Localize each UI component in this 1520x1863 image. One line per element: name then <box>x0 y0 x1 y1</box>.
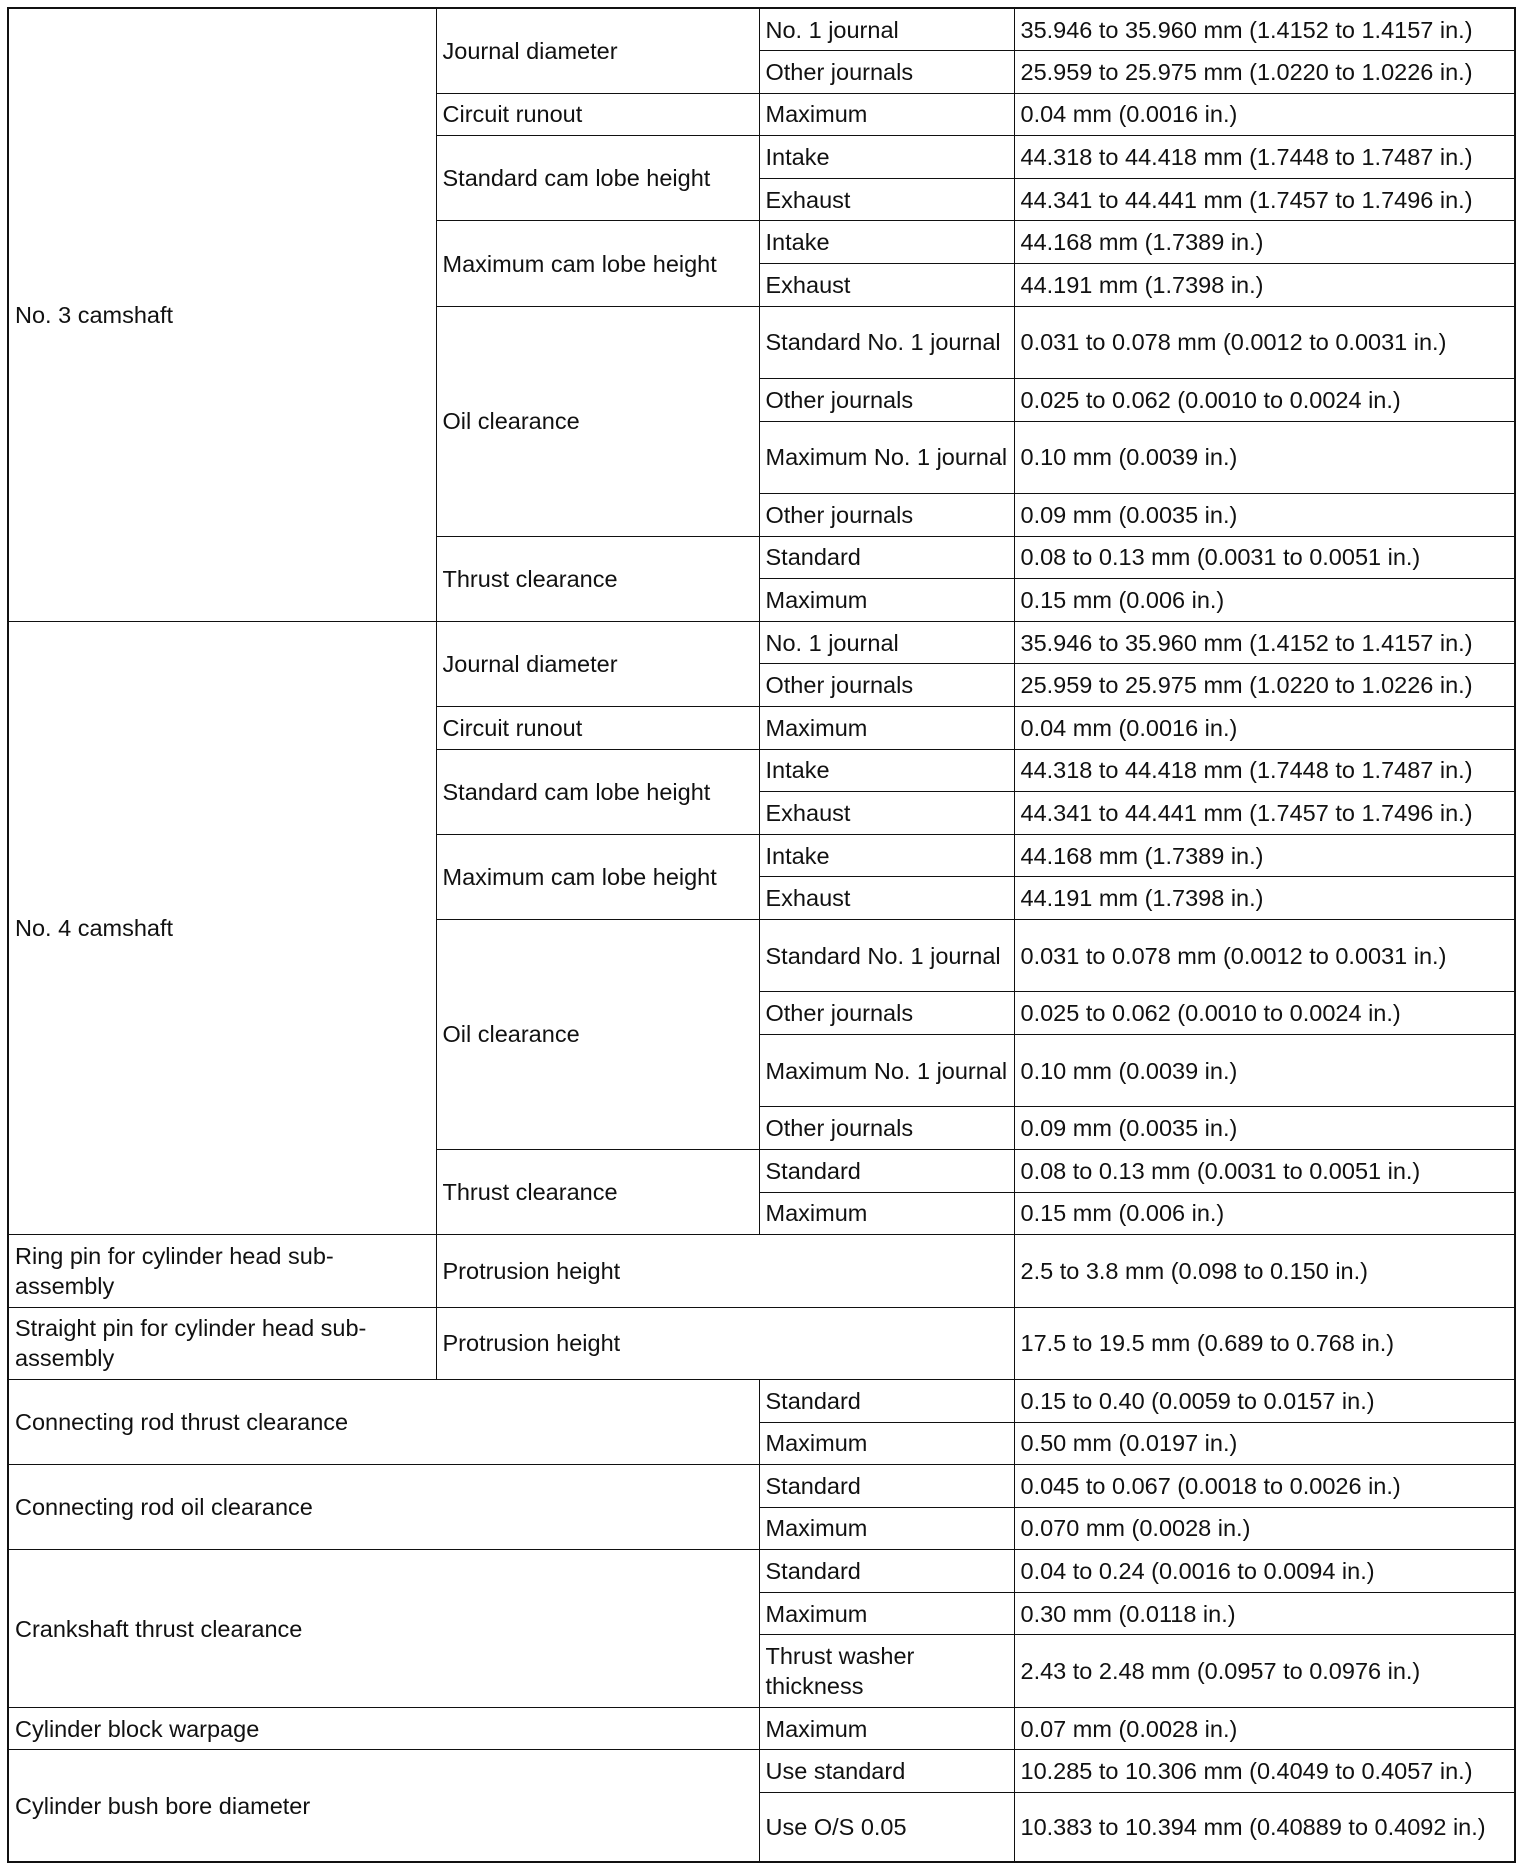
value-cell: 0.070 mm (0.0028 in.) <box>1014 1507 1515 1550</box>
value-cell: 25.959 to 25.975 mm (1.0220 to 1.0226 in.) <box>1014 664 1515 707</box>
value-cell: 44.318 to 44.418 mm (1.7448 to 1.7487 in.) <box>1014 136 1515 179</box>
value-cell: 0.10 mm (0.0039 in.) <box>1014 421 1515 493</box>
table-row <box>8 621 1515 664</box>
condition-cell: Maximum No. 1 journal <box>759 421 1014 493</box>
table-row <box>8 1465 1515 1508</box>
value-cell: 0.045 to 0.067 (0.0018 to 0.0026 in.) <box>1014 1465 1515 1508</box>
condition-cell: Standard No. 1 journal <box>759 306 1014 378</box>
condition-cell: Intake <box>759 221 1014 264</box>
condition-cell: Maximum No. 1 journal <box>759 1034 1014 1106</box>
value-cell: 0.025 to 0.062 (0.0010 to 0.0024 in.) <box>1014 379 1515 422</box>
condition-cell: Maximum <box>759 579 1014 622</box>
condition-cell: Maximum <box>759 707 1014 750</box>
item-cell: Thrust clearance <box>436 536 759 621</box>
value-cell: 10.383 to 10.394 mm (0.40889 to 0.4092 in.) <box>1014 1793 1515 1862</box>
condition-cell: No. 1 journal <box>759 8 1014 51</box>
item-cell: Thrust clearance <box>436 1149 759 1234</box>
condition-cell: No. 1 journal <box>759 621 1014 664</box>
value-cell: 44.191 mm (1.7398 in.) <box>1014 877 1515 920</box>
component-cell: No. 3 camshaft <box>8 8 436 621</box>
condition-cell: Other journals <box>759 379 1014 422</box>
value-cell: 0.04 to 0.24 (0.0016 to 0.0094 in.) <box>1014 1550 1515 1593</box>
condition-cell: Standard <box>759 1550 1014 1593</box>
value-cell: 2.5 to 3.8 mm (0.098 to 0.150 in.) <box>1014 1235 1515 1307</box>
value-cell: 0.031 to 0.078 mm (0.0012 to 0.0031 in.) <box>1014 306 1515 378</box>
item-cell: Journal diameter <box>436 621 759 706</box>
condition-cell: Exhaust <box>759 792 1014 835</box>
value-cell: 0.15 mm (0.006 in.) <box>1014 1192 1515 1235</box>
condition-cell: Maximum <box>759 1507 1014 1550</box>
table-row <box>8 8 1515 51</box>
condition-cell: Use standard <box>759 1750 1014 1793</box>
value-cell: 44.168 mm (1.7389 in.) <box>1014 834 1515 877</box>
condition-cell: Other journals <box>759 664 1014 707</box>
condition-cell: Exhaust <box>759 877 1014 920</box>
value-cell: 44.341 to 44.441 mm (1.7457 to 1.7496 in.) <box>1014 178 1515 221</box>
condition-cell: Maximum <box>759 1422 1014 1465</box>
value-cell: 25.959 to 25.975 mm (1.0220 to 1.0226 in.) <box>1014 51 1515 94</box>
condition-cell: Use O/S 0.05 <box>759 1793 1014 1862</box>
value-cell: 44.168 mm (1.7389 in.) <box>1014 221 1515 264</box>
value-cell: 0.08 to 0.13 mm (0.0031 to 0.0051 in.) <box>1014 1149 1515 1192</box>
value-cell: 17.5 to 19.5 mm (0.689 to 0.768 in.) <box>1014 1307 1515 1379</box>
item-cell: Standard cam lobe height <box>436 136 759 221</box>
condition-cell: Thrust washer thickness <box>759 1635 1014 1707</box>
item-cell: Maximum cam lobe height <box>436 221 759 306</box>
item-cell: Oil clearance <box>436 306 759 536</box>
table-row <box>8 1707 1515 1750</box>
component-cell: Cylinder block warpage <box>8 1707 759 1750</box>
value-cell: 0.10 mm (0.0039 in.) <box>1014 1034 1515 1106</box>
condition-cell: Exhaust <box>759 264 1014 307</box>
condition-cell: Standard <box>759 1379 1014 1422</box>
value-cell: 44.341 to 44.441 mm (1.7457 to 1.7496 in.) <box>1014 792 1515 835</box>
value-cell: 0.15 mm (0.006 in.) <box>1014 579 1515 622</box>
value-cell: 0.025 to 0.062 (0.0010 to 0.0024 in.) <box>1014 992 1515 1035</box>
component-cell: Connecting rod oil clearance <box>8 1465 759 1550</box>
condition-cell: Other journals <box>759 1107 1014 1150</box>
item-cell: Oil clearance <box>436 919 759 1149</box>
table-row <box>8 1379 1515 1422</box>
condition-cell: Standard <box>759 536 1014 579</box>
item-cell: Circuit runout <box>436 707 759 750</box>
condition-cell: Maximum <box>759 1707 1014 1750</box>
value-cell: 10.285 to 10.306 mm (0.4049 to 0.4057 in.) <box>1014 1750 1515 1793</box>
value-cell: 35.946 to 35.960 mm (1.4152 to 1.4157 in.) <box>1014 621 1515 664</box>
value-cell: 0.50 mm (0.0197 in.) <box>1014 1422 1515 1465</box>
item-cell: Journal diameter <box>436 8 759 93</box>
item-cell: Standard cam lobe height <box>436 749 759 834</box>
component-cell: Crankshaft thrust clearance <box>8 1550 759 1708</box>
condition-cell: Intake <box>759 136 1014 179</box>
item-cell: Circuit runout <box>436 93 759 136</box>
condition-cell: Maximum <box>759 1192 1014 1235</box>
value-cell: 0.15 to 0.40 (0.0059 to 0.0157 in.) <box>1014 1379 1515 1422</box>
value-cell: 0.04 mm (0.0016 in.) <box>1014 707 1515 750</box>
specification-table <box>7 7 1516 1863</box>
condition-cell: Other journals <box>759 51 1014 94</box>
component-cell: No. 4 camshaft <box>8 621 436 1234</box>
condition-cell: Standard <box>759 1465 1014 1508</box>
value-cell: 0.07 mm (0.0028 in.) <box>1014 1707 1515 1750</box>
value-cell: 0.08 to 0.13 mm (0.0031 to 0.0051 in.) <box>1014 536 1515 579</box>
condition-cell: Maximum <box>759 93 1014 136</box>
value-cell: 0.30 mm (0.0118 in.) <box>1014 1592 1515 1635</box>
table-row <box>8 1550 1515 1593</box>
condition-cell: Intake <box>759 834 1014 877</box>
table-row <box>8 1235 1515 1307</box>
condition-cell: Other journals <box>759 992 1014 1035</box>
component-cell: Connecting rod thrust clearance <box>8 1379 759 1464</box>
condition-cell: Maximum <box>759 1592 1014 1635</box>
value-cell: 0.09 mm (0.0035 in.) <box>1014 1107 1515 1150</box>
item-cell: Protrusion height <box>436 1235 1014 1307</box>
value-cell: 0.04 mm (0.0016 in.) <box>1014 93 1515 136</box>
condition-cell: Exhaust <box>759 178 1014 221</box>
value-cell: 0.09 mm (0.0035 in.) <box>1014 494 1515 537</box>
table-row <box>8 1307 1515 1379</box>
value-cell: 44.191 mm (1.7398 in.) <box>1014 264 1515 307</box>
component-cell: Cylinder bush bore diameter <box>8 1750 759 1862</box>
item-cell: Protrusion height <box>436 1307 1014 1379</box>
component-cell: Straight pin for cylinder head sub-assembly <box>8 1307 436 1379</box>
item-cell: Maximum cam lobe height <box>436 834 759 919</box>
condition-cell: Standard No. 1 journal <box>759 919 1014 991</box>
condition-cell: Intake <box>759 749 1014 792</box>
condition-cell: Other journals <box>759 494 1014 537</box>
value-cell: 35.946 to 35.960 mm (1.4152 to 1.4157 in.) <box>1014 8 1515 51</box>
component-cell: Ring pin for cylinder head sub-assembly <box>8 1235 436 1307</box>
condition-cell: Standard <box>759 1149 1014 1192</box>
value-cell: 2.43 to 2.48 mm (0.0957 to 0.0976 in.) <box>1014 1635 1515 1707</box>
table-row <box>8 1750 1515 1793</box>
value-cell: 44.318 to 44.418 mm (1.7448 to 1.7487 in.) <box>1014 749 1515 792</box>
value-cell: 0.031 to 0.078 mm (0.0012 to 0.0031 in.) <box>1014 919 1515 991</box>
